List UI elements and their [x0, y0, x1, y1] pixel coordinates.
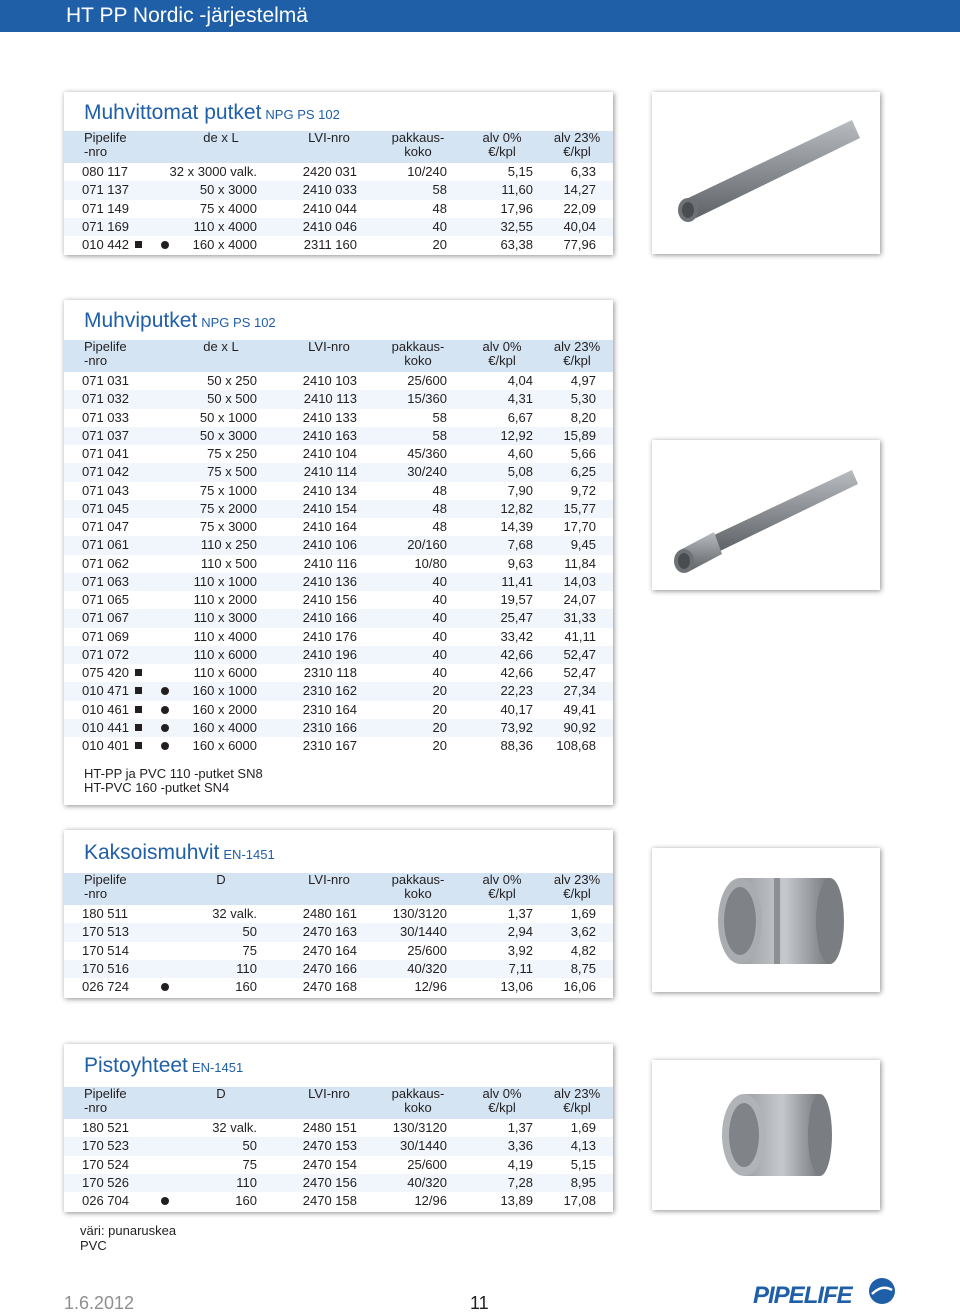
col-pipelife-nro: Pipelife -nro: [84, 872, 127, 901]
color-dot-marker: [161, 706, 169, 714]
table-row: 071 072 110 x 6000 2410 196 40 42,66 52,47: [64, 646, 613, 664]
table-row: 170 524 75 2470 154 25/600 4,19 5,15: [82, 1156, 596, 1172]
logo-globe-icon: [867, 1276, 897, 1306]
note-sn4: HT-PVC 160 -putket SN4: [84, 780, 230, 795]
table-row: 026 724 160 2470 168 12/96 13,06 16,06: [82, 979, 596, 995]
table-row: 010 401 160 x 6000 2310 167 20 88,36 108,68: [82, 738, 596, 754]
color-dot-marker: [161, 687, 169, 695]
pvc-square-marker: [135, 669, 142, 676]
col-d: D: [216, 872, 226, 887]
table-row: 071 061 110 x 250 2410 106 20/160 7,68 9,45: [64, 536, 613, 554]
col-pakkauskoko: pakkaus- koko: [391, 872, 445, 901]
section-title: Muhviputket NPG PS 102: [84, 309, 276, 332]
table-row: 010 471 160 x 1000 2310 162 20 22,23 27,34: [64, 682, 613, 700]
table-row: 071 041 75 x 250 2410 104 45/360 4,60 5,66: [82, 446, 596, 462]
col-alv23: alv 23% €/kpl: [553, 1086, 601, 1115]
section-title: Pistoyhteet EN-1451: [84, 1054, 244, 1077]
table-row: 170 526 110 2470 156 40/320 7,28 8,95: [64, 1174, 613, 1192]
table-muhviputket: [64, 340, 613, 755]
section-title: Muhvittomat putket NPG PS 102: [84, 101, 340, 124]
color-dot-marker: [161, 983, 169, 991]
color-dot-marker: [161, 1197, 169, 1205]
table-row: 026 704 160 2470 158 12/96 13,89 17,08: [82, 1193, 596, 1209]
col-alv23: alv 23% €/kpl: [553, 130, 601, 159]
col-pakkauskoko: pakkaus- koko: [391, 339, 445, 368]
table-row: 071 037 50 x 3000 2410 163 58 12,92 15,89: [64, 427, 613, 445]
color-dot-marker: [161, 742, 169, 750]
pvc-square-marker: [135, 241, 142, 248]
col-pakkauskoko: pakkaus- koko: [391, 1086, 445, 1115]
table-row: 071 047 75 x 3000 2410 164 48 14,39 17,70: [82, 519, 596, 535]
page-title: HT PP Nordic -järjestelmä: [66, 4, 308, 27]
pvc-square-marker: [135, 687, 142, 694]
col-lvi-nro: LVI-nro: [308, 872, 350, 887]
table-row: 180 511 32 valk. 2480 161 130/3120 1,37 1,69: [82, 906, 596, 922]
pvc-square-marker: [135, 706, 142, 713]
section-title: Kaksoismuhvit EN-1451: [84, 841, 275, 864]
pvc-square-marker: [135, 742, 142, 749]
image-muhviton-putki: [652, 92, 880, 254]
page-number: 11: [470, 1293, 489, 1313]
col-lvi-nro: LVI-nro: [308, 1086, 350, 1101]
table-row: 071 069 110 x 4000 2410 176 40 33,42 41,11: [82, 628, 596, 644]
image-kaksoismuhvi: [652, 848, 880, 992]
table-row: 071 042 75 x 500 2410 114 30/240 5,08 6,25: [64, 463, 613, 481]
image-muhviputki: [652, 440, 880, 590]
table-row: 170 514 75 2470 164 25/600 3,92 4,82: [82, 942, 596, 958]
table-muhvittomat: [64, 131, 613, 254]
legend-square: PVC: [80, 1238, 107, 1253]
footer-date: 1.6.2012: [64, 1293, 135, 1313]
panel-muhvittomat: [64, 92, 613, 255]
table-row: 071 032 50 x 500 2410 113 15/360 4,31 5,30: [64, 390, 613, 408]
table-row: 170 523 50 2470 153 30/1440 3,36 4,13: [64, 1137, 613, 1155]
legend-dot: väri: punaruskea: [80, 1223, 177, 1238]
table-row: 071 149 75 x 4000 2410 044 48 17,96 22,09: [82, 200, 596, 216]
image-pistoyhde: [652, 1060, 880, 1210]
table-row: 071 137 50 x 3000 2410 033 58 11,60 14,27: [64, 181, 613, 199]
col-alv0: alv 0% €/kpl: [482, 339, 522, 368]
pipelife-logo: PIPELIFE: [753, 1274, 899, 1312]
table-row: 170 516 110 2470 166 40/320 7,11 8,75: [64, 960, 613, 978]
panel-pistoyhteet: [64, 1044, 613, 1212]
table-row: 071 067 110 x 3000 2410 166 40 25,47 31,33: [64, 609, 613, 627]
table-header: [64, 340, 613, 372]
table-row: 170 513 50 2470 163 30/1440 2,94 3,62: [64, 923, 613, 941]
col-alv23: alv 23% €/kpl: [553, 339, 601, 368]
table-row: 071 045 75 x 2000 2410 154 48 12,82 15,77: [64, 500, 613, 518]
note-sn8: HT-PP ja PVC 110 -putket SN8: [84, 766, 263, 781]
table-row: 071 062 110 x 500 2410 116 10/80 9,63 11,84: [82, 555, 596, 571]
col-alv0: alv 0% €/kpl: [482, 1086, 522, 1115]
table-row: 080 117 32 x 3000 valk. 2420 031 10/240 5,15 6,33: [82, 164, 596, 180]
table-header: [64, 131, 613, 163]
table-row: 071 169 110 x 4000 2410 046 40 32,55 40,04: [64, 218, 613, 236]
table-pistoyhteet: [64, 1087, 613, 1210]
table-row: 071 063 110 x 1000 2410 136 40 11,41 14,03: [64, 573, 613, 591]
table-row: 010 442 160 x 4000 2311 160 20 63,38 77,96: [82, 237, 596, 253]
table-row: 075 420 110 x 6000 2310 118 40 42,66 52,47: [82, 665, 596, 681]
col-de-x-l: de x L: [203, 130, 239, 145]
col-lvi-nro: LVI-nro: [308, 339, 350, 354]
color-dot-marker: [161, 241, 169, 249]
table-row: 010 441 160 x 4000 2310 166 20 73,92 90,92: [64, 719, 613, 737]
col-pipelife-nro: Pipelife -nro: [84, 1086, 127, 1115]
col-alv23: alv 23% €/kpl: [553, 872, 601, 901]
color-dot-marker: [161, 724, 169, 732]
col-alv0: alv 0% €/kpl: [482, 872, 522, 901]
table-row: 180 521 32 valk. 2480 151 130/3120 1,37 1,69: [82, 1120, 596, 1136]
panel-kaksoismuhvit: [64, 830, 613, 998]
pvc-square-marker: [135, 724, 142, 731]
col-pakkauskoko: pakkaus- koko: [391, 130, 445, 159]
table-header: [64, 1087, 613, 1119]
table-row: 071 033 50 x 1000 2410 133 58 6,67 8,20: [82, 409, 596, 425]
table-row: 071 031 50 x 250 2410 103 25/600 4,04 4,97: [82, 373, 596, 389]
table-row: 071 043 75 x 1000 2410 134 48 7,90 9,72: [82, 482, 596, 498]
table-kaksoismuhvit: [64, 873, 613, 996]
table-header: [64, 873, 613, 905]
table-row: 071 065 110 x 2000 2410 156 40 19,57 24,07: [82, 592, 596, 608]
table-row: 010 461 160 x 2000 2310 164 20 40,17 49,41: [82, 701, 596, 717]
col-alv0: alv 0% €/kpl: [482, 130, 522, 159]
col-de-x-l: de x L: [203, 339, 239, 354]
col-d: D: [216, 1086, 226, 1101]
col-pipelife-nro: Pipelife -nro: [84, 339, 127, 368]
panel-muhviputket: [64, 300, 613, 805]
col-lvi-nro: LVI-nro: [308, 130, 350, 145]
col-pipelife-nro: Pipelife -nro: [84, 130, 127, 159]
